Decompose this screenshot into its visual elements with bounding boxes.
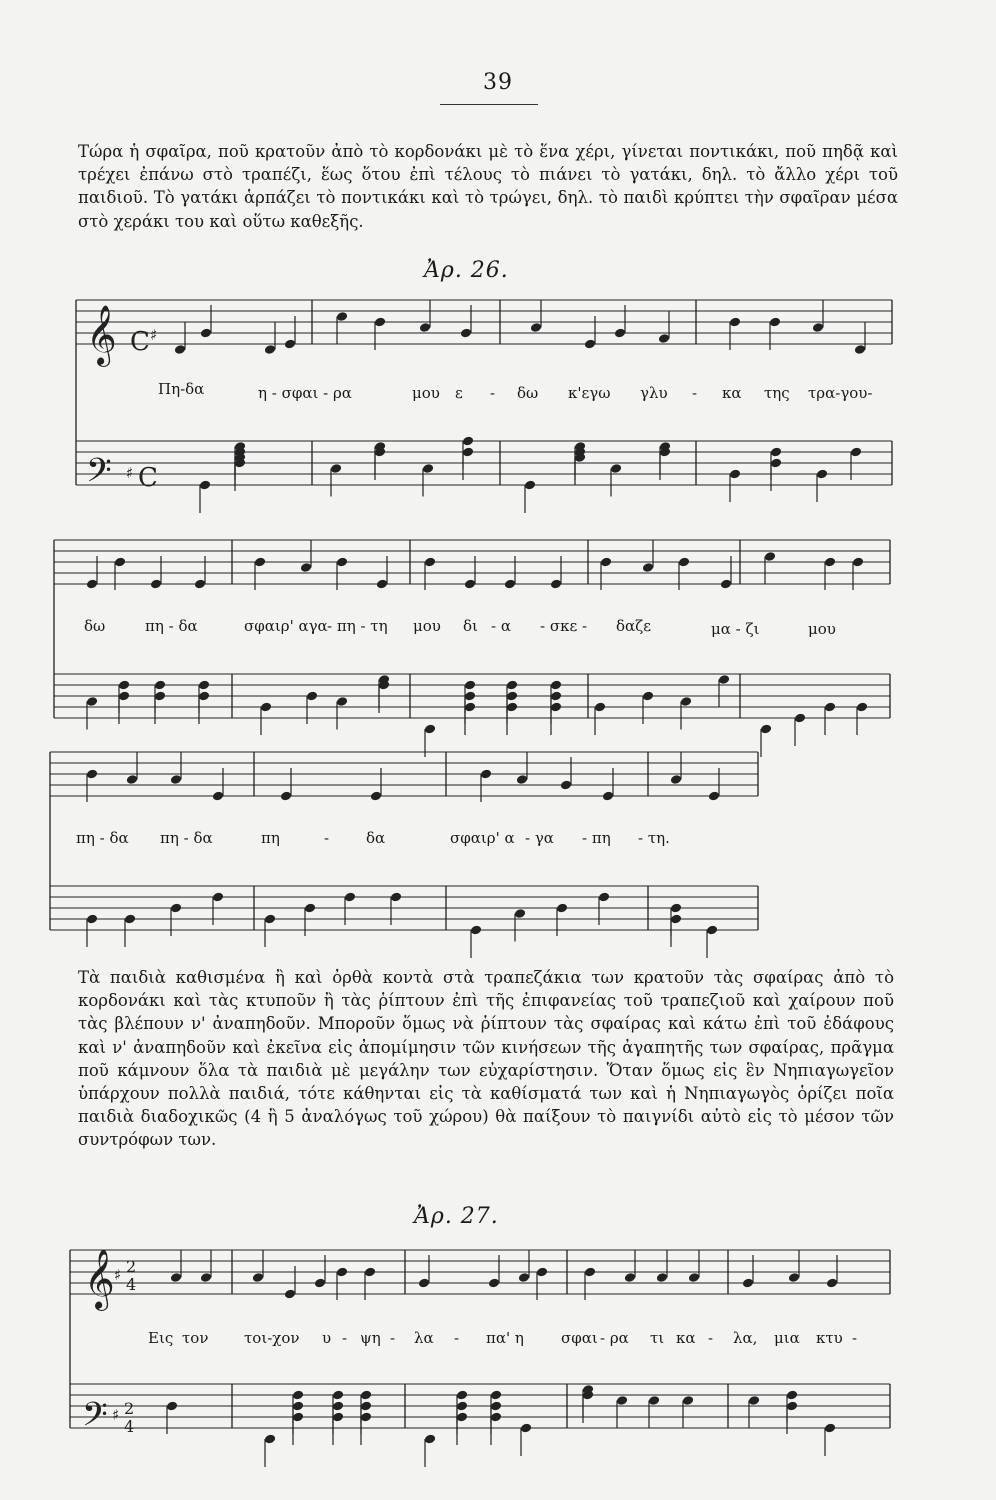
note-head: [524, 479, 537, 490]
svg-text:♯: ♯: [126, 464, 134, 482]
note-head: [460, 327, 473, 338]
lyric-syllable: ε: [455, 384, 463, 402]
note-head: [490, 1411, 503, 1422]
note-head: [464, 578, 477, 589]
lyric-syllable: -: [390, 1329, 396, 1347]
note-head: [688, 1272, 701, 1283]
note-head: [86, 578, 99, 589]
note-head: [760, 723, 773, 734]
note-head: [729, 468, 742, 479]
lyric-syllable: πη - δα: [160, 829, 213, 847]
note-head: [708, 790, 721, 801]
note-head: [824, 556, 837, 567]
note-head: [212, 891, 225, 902]
lyric-syllable: - πη - τη: [327, 617, 388, 635]
note-head: [254, 556, 267, 567]
note-head: [490, 1400, 503, 1411]
note-head: [376, 578, 389, 589]
lyric-syllable: δαζε: [616, 617, 652, 635]
lyric-syllable: - γα: [525, 829, 554, 847]
note-head: [464, 690, 477, 701]
note-head: [332, 1400, 345, 1411]
note-head: [550, 679, 563, 690]
lyric-syllable: -: [692, 384, 698, 402]
lyric-syllable: μα - ζι: [711, 620, 760, 638]
note-head: [360, 1411, 373, 1422]
note-head: [480, 768, 493, 779]
note-head: [336, 1266, 349, 1277]
lyric-syllable: πη: [261, 829, 280, 847]
lyric-syllable: τον: [182, 1329, 209, 1347]
note-head: [292, 1411, 305, 1422]
note-head: [616, 1395, 629, 1406]
note-head: [656, 1272, 669, 1283]
note-head: [170, 774, 183, 785]
note-head: [584, 1266, 597, 1277]
note-head: [642, 690, 655, 701]
note-head: [154, 679, 167, 690]
note-head: [332, 1389, 345, 1400]
svg-text:♯: ♯: [150, 326, 158, 344]
note-head: [748, 1395, 761, 1406]
note-head: [124, 913, 137, 924]
lyric-syllable: πη - δα: [145, 617, 198, 635]
time-signature-bottom: 4: [126, 1275, 137, 1294]
lyric-syllable: σφαιρ' α: [450, 829, 515, 847]
note-head: [118, 690, 131, 701]
lyric-syllable: - πη: [582, 829, 611, 847]
note-head: [86, 696, 99, 707]
note-head: [514, 908, 527, 919]
lyric-syllable: πη - δα: [76, 829, 129, 847]
note-head: [530, 322, 543, 333]
note-head: [86, 768, 99, 779]
lyric-syllable: - α: [491, 617, 511, 635]
svg-text:♯: ♯: [114, 1266, 122, 1284]
note-head: [816, 468, 829, 479]
note-head: [336, 311, 349, 322]
lyric-syllable: - σκε -: [540, 617, 588, 635]
note-head: [198, 679, 211, 690]
note-head: [854, 344, 867, 355]
note-head: [462, 446, 475, 457]
note-head: [624, 1272, 637, 1283]
note-head: [456, 1400, 469, 1411]
lyric-syllable: Πη-δα: [158, 380, 205, 398]
note-head: [422, 463, 435, 474]
note-head: [610, 463, 623, 474]
note-head: [170, 902, 183, 913]
lyric-syllable: λα,: [733, 1329, 758, 1347]
lyric-syllable: - ρα: [600, 1329, 629, 1347]
note-head: [456, 1389, 469, 1400]
lyric-syllable: ψη: [360, 1329, 381, 1347]
note-head: [199, 479, 212, 490]
lyric-syllable: μου: [808, 620, 836, 638]
lyric-syllable: -: [342, 1329, 348, 1347]
lyric-syllable: τρα-γου-: [808, 384, 873, 402]
note-head: [764, 551, 777, 562]
note-head: [86, 913, 99, 924]
bass-clef-icon: 𝄢: [82, 1396, 108, 1442]
note-head: [304, 902, 317, 913]
note-head: [680, 696, 693, 707]
note-head: [198, 690, 211, 701]
time-signature: C: [138, 463, 158, 493]
note-head: [260, 701, 273, 712]
staff-lines: [50, 300, 892, 1428]
note-head: [194, 578, 207, 589]
time-signature: C: [130, 327, 150, 357]
note-head: [786, 1400, 799, 1411]
note-head: [520, 1422, 533, 1433]
note-head: [678, 556, 691, 567]
note-head: [729, 316, 742, 327]
note-head: [550, 701, 563, 712]
note-head: [174, 344, 187, 355]
note-head: [602, 790, 615, 801]
note-head: [490, 1389, 503, 1400]
note-head: [330, 463, 343, 474]
lyric-syllable: δι: [463, 617, 478, 635]
note-head: [336, 696, 349, 707]
note-head: [332, 1411, 345, 1422]
note-head: [560, 779, 573, 790]
note-head: [200, 327, 213, 338]
note-head: [536, 1266, 549, 1277]
note-head: [252, 1272, 265, 1283]
treble-clef-icon: 𝄞: [84, 1249, 115, 1309]
note-head: [794, 712, 807, 723]
note-head: [504, 578, 517, 589]
note-head: [706, 924, 719, 935]
note-head: [419, 322, 432, 333]
note-head: [824, 701, 837, 712]
lyric-syllable: κ'εγω: [568, 384, 611, 402]
note-head: [212, 790, 225, 801]
note-head: [364, 1266, 377, 1277]
lyric-syllable: δω: [517, 384, 539, 402]
note-head: [506, 679, 519, 690]
note-head: [344, 891, 357, 902]
note-head: [488, 1277, 501, 1288]
lyric-syllable: μου: [412, 384, 440, 402]
clefs: [82, 305, 158, 1442]
treble-clef-icon: 𝄞: [86, 305, 117, 365]
lyric-syllable: μια: [774, 1329, 800, 1347]
note-head: [770, 457, 783, 468]
note-head: [390, 891, 403, 902]
note-head: [824, 1422, 837, 1433]
note-head: [600, 556, 613, 567]
lyric-syllable: δω: [84, 617, 106, 635]
note-head: [336, 556, 349, 567]
note-head: [614, 327, 627, 338]
note-head: [648, 1395, 661, 1406]
note-head: [118, 679, 131, 690]
lyric-syllable: σφαι: [561, 1329, 598, 1347]
intro-paragraph: Τώρα ἡ σφαῖρα, ποῦ κρατοῦν ἀπὸ τὸ κορδονάκι μὲ τὸ ἕνα χέρι, γίνεται ποντικάκι, ποῦ πηδᾷ καὶ τρέχει ἐπάνω στὸ τραπέζι, ἕως ὅτου ἐπὶ τέλους τὸ πιάνει τὸ γατάκι, δηλ. τὸ ἄλλο χέρι τοῦ παιδιοῦ. Τὸ γατάκι ἁρπάζει τὸ ποντικάκι καὶ τὸ τρώγει, δηλ. τὸ παιδὶ κρύπτει τὴν σφαῖραν μέσα στὸ χεράκι του καὶ οὕτω καθεξῆς.: [78, 142, 898, 231]
note-head: [126, 774, 139, 785]
note-head: [170, 1272, 183, 1283]
note-head: [424, 1433, 437, 1444]
time-signature-top: 2: [126, 1257, 137, 1276]
note-head: [284, 1288, 297, 1299]
note-head: [418, 1277, 431, 1288]
lyric-syllable: λα: [414, 1329, 434, 1347]
lyric-syllable: Εις: [148, 1329, 174, 1347]
note-head: [360, 1389, 373, 1400]
lyric-syllable: -: [324, 829, 330, 847]
lyric-syllable: -: [490, 384, 496, 402]
lyric-syllable: η - σφαι - ρα: [258, 384, 352, 402]
note-head: [642, 562, 655, 573]
note-head: [264, 913, 277, 924]
lyric-syllable: -: [454, 1329, 460, 1347]
lyric-syllable: γλυ: [640, 384, 668, 402]
note-head: [306, 690, 319, 701]
svg-text:♯: ♯: [112, 1406, 120, 1424]
note-head: [852, 556, 865, 567]
note-head: [154, 690, 167, 701]
note-head: [594, 701, 607, 712]
note-head: [264, 1433, 277, 1444]
note-head: [424, 556, 437, 567]
bar-lines: [50, 300, 892, 1428]
note-head: [166, 1400, 179, 1411]
lyric-syllable: - τη.: [638, 829, 670, 847]
lyric-syllable: της: [764, 384, 790, 402]
note-head: [584, 338, 597, 349]
note-head: [464, 679, 477, 690]
lyric-syllable: πα' η: [486, 1329, 524, 1347]
note-head: [742, 1277, 755, 1288]
note-head: [360, 1400, 373, 1411]
lyric-syllable: κα: [722, 384, 742, 402]
note-head: [284, 338, 297, 349]
note-head: [470, 924, 483, 935]
note-head: [456, 1411, 469, 1422]
note-head: [506, 690, 519, 701]
note-head: [370, 790, 383, 801]
note-head: [300, 562, 313, 573]
song-26-heading: Ἀρ. 26.: [424, 258, 509, 283]
note-head: [314, 1277, 327, 1288]
note-head: [550, 578, 563, 589]
note-head: [769, 316, 782, 327]
song-27-heading: Ἀρ. 27.: [414, 1204, 499, 1229]
note-head: [506, 701, 519, 712]
note-head: [200, 1272, 213, 1283]
note-head: [464, 701, 477, 712]
note-head: [670, 774, 683, 785]
note-head: [826, 1277, 839, 1288]
note-head: [788, 1272, 801, 1283]
note-head: [786, 1389, 799, 1400]
lyric-syllable: κα: [676, 1329, 696, 1347]
lyric-syllable: υ: [322, 1329, 332, 1347]
note-head: [114, 556, 127, 567]
note-head: [856, 701, 869, 712]
page-number: 39: [483, 70, 513, 95]
games-paragraph: Τὰ παιδιὰ καθισμένα ἢ καὶ ὀρθὰ κοντὰ στὰ τραπεζάκια των κρατοῦν τὰς σφαίρας ἀπὸ τὸ κορδονάκι καὶ τὰς κτυποῦν ἢ τὰς ῥίπτουν ἐπὶ τῆς ἐπιφανείας τοῦ τραπεζιοῦ καὶ χαίρουν ποῦ τὰς βλέπουν ν' ἀναπηδοῦν. Μποροῦν ὅμως νὰ ῥίπτουν τὰς σφαίρας καὶ κάτω ἐπὶ τοῦ ἐδάφους καὶ ν' ἀναπηδοῦν καὶ ἐκεῖνα εἰς ἀπομίμησιν τῶν κινήσεων τῆς ἀγαπητῆς των σφαίρας, πρᾶγμα ποῦ κάμνουν ὅλα τὰ παιδιὰ μὲ μεγάλην των εὐχαρίστησιν. Ὅταν ὅμως εἰς ἓν Νηπιαγωγεῖον ὑπάρχουν πολλὰ παιδιά, τότε κάθηνται εἰς τὰ καθίσματά των καὶ ἡ Νηπιαγωγὸς ὁρίζει ποῖα παιδιὰ διαδοχικῶς (4 ἢ 5 ἀναλόγως τοῦ χώρου) θὰ παίξουν τὸ παιγνίδι αὐτὸ εἰς τὸ μέσον τῶν συντρόφων των.: [78, 968, 894, 1150]
time-signature-top: 2: [124, 1399, 135, 1418]
note-head: [516, 774, 529, 785]
note-head: [658, 333, 671, 344]
time-signature-bottom: 4: [124, 1417, 135, 1436]
note-head: [264, 344, 277, 355]
note-heads: [86, 300, 869, 1468]
note-head: [518, 1272, 531, 1283]
note-head: [556, 902, 569, 913]
note-head: [718, 674, 731, 685]
lyric-syllable: -: [852, 1329, 858, 1347]
lyric-syllable: τοι-χον: [244, 1329, 300, 1347]
note-head: [292, 1400, 305, 1411]
note-head: [682, 1395, 695, 1406]
note-head: [280, 790, 293, 801]
note-head: [850, 446, 863, 457]
note-head: [550, 690, 563, 701]
note-head: [462, 435, 475, 446]
bass-clef-icon: 𝄢: [86, 452, 112, 498]
note-head: [670, 913, 683, 924]
note-head: [598, 891, 611, 902]
lyric-syllable: τι: [650, 1329, 665, 1347]
note-head: [720, 578, 733, 589]
lyric-syllable: κτυ: [816, 1329, 843, 1347]
note-head: [292, 1389, 305, 1400]
note-head: [670, 902, 683, 913]
lyric-syllable: μου: [413, 617, 441, 635]
note-head: [812, 322, 825, 333]
note-head: [374, 316, 387, 327]
lyric-syllable: δα: [366, 829, 386, 847]
lyric-syllable: σφαιρ' αγα: [244, 617, 328, 635]
note-head: [770, 446, 783, 457]
note-head: [424, 723, 437, 734]
note-head: [150, 578, 163, 589]
lyric-syllable: -: [708, 1329, 714, 1347]
